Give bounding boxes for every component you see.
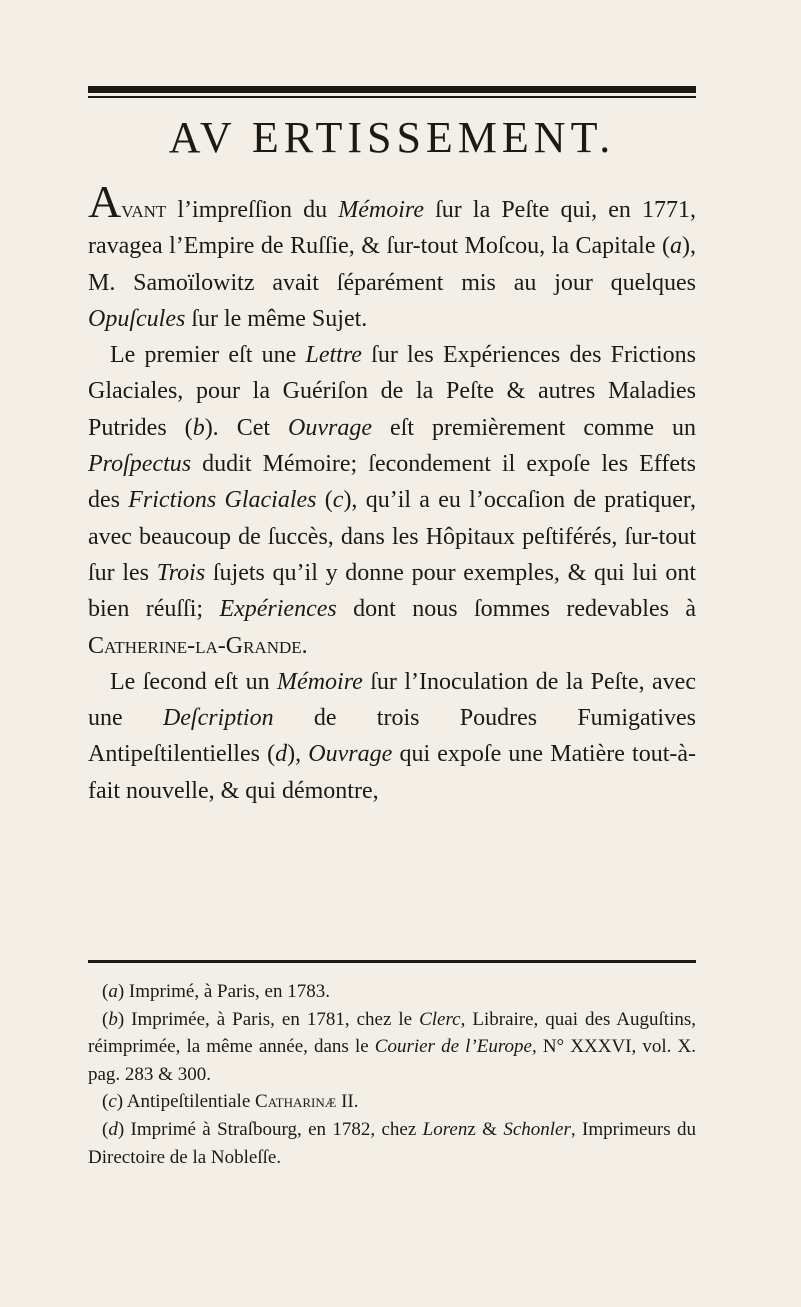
paragraph-1: Avant l’impreſſion du Mémoire ſur la Peſte qui, en 1771, ravagea l’Empire de Ruſſie, & ſur-tout Moſcou, la Capitale (a), M. Samoïlowitz avait ſéparément mis au jour quelques Opuſcules ſur le même Sujet. [88,176,696,332]
top-rule-thin-line [88,96,696,98]
drop-cap: A [88,176,122,227]
footnote-b: (b) Imprimée, à Paris, en 1781, chez le Clerc, Libraire, quai des Auguſtins, réimprimée, la même année, dans le Courier de l’Europe, N° XXXVI, vol. X. pag. 283 & 300. [88,1008,696,1085]
footnote-rule [88,960,696,963]
footnote-c: (c) Antipeſtilentiale Catharinæ II. [102,1091,359,1113]
footnote-d: (d) Imprimé à Straſbourg, en 1782, chez Lorenz & Schonler, Imprimeurs du Directoire de la Nobleſſe. [88,1118,696,1168]
paragraph-2: Le premier eſt une Lettre ſur les Expériences des Frictions Glaciales, pour la Guériſon de la Peſte & autres Maladies Putrides (b). Cet Ouvrage eſt premièrement comme un Proſpectus dudit Mémoire; ſecondement il expoſe les Effets des Frictions Glaciales (c), qu’il a eu l’occaſion de pratiquer, avec beaucoup de ſuccès, dans les Hôpitaux peſtiférés, ſur-tout ſur les Trois ſujets qu’il y donne pour exemples, & qui lui ont bien réuſſi; Expériences dont nous ſommes redevables à Catherine-la-Grande. [88,342,697,659]
paragraph-3: Le ſecond eſt un Mémoire ſur l’Inoculation de la Peſte, avec une Deſcription de trois Poudres Fumigatives Antipeſtilentielles (d), Ouvrage qui expoſe une Matière tout-à-fait nouvelle, & qui démontre, [88,668,697,804]
footnotes [88,978,696,1171]
top-rule-thick-line [88,86,696,93]
body-text [88,176,697,809]
top-ornamental-rule [88,86,696,100]
footnote-a: (a) Imprimé, à Paris, en 1783. [102,981,330,1002]
page-heading: AV ERTISSEMENT. [168,113,616,162]
